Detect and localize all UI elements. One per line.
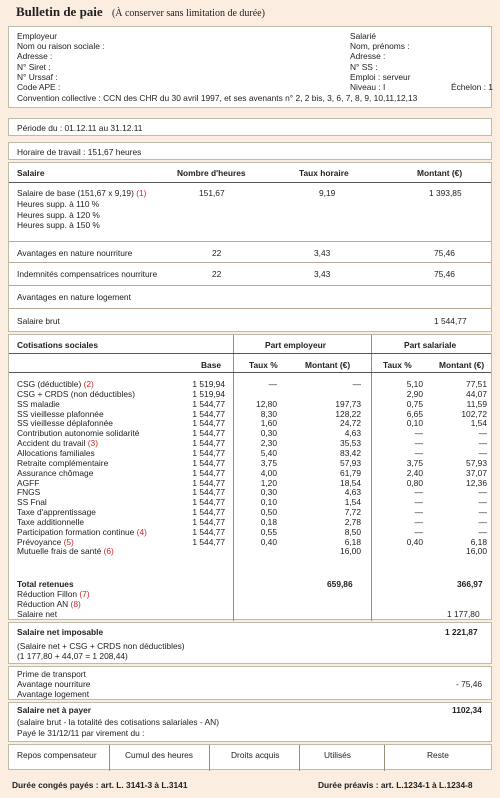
taxable-formula: (Salaire net + CSG + CRDS non déductibles) [17, 641, 185, 651]
cotisation-er-amt: 6,18 [344, 536, 361, 547]
cotisation-er-rate: 3,75 [260, 457, 277, 468]
net-salary-amount: 1 177,80 [447, 609, 480, 619]
reduction-fillon: Réduction Fillon (7) [17, 589, 90, 599]
cotisation-label: Contribution autonomie solidarité [17, 428, 140, 439]
cotisation-base: 1 544,77 [192, 398, 225, 409]
footnote-ref: (1) [136, 188, 147, 198]
transport-label: Prime de transport [17, 669, 86, 679]
salary-header-rate: Taux horaire [299, 168, 349, 178]
cotisation-er-rate: 0,40 [260, 536, 277, 547]
cotisation-label: CSG (déductible) (2) [17, 379, 94, 389]
overtime-list [17, 199, 100, 231]
siret-label: N° Siret : [17, 61, 51, 72]
cotisation-ee-rate: — [414, 507, 423, 518]
rest-table [8, 744, 492, 770]
rest-col-remaining: Reste [427, 750, 449, 760]
cot-header-employer: Part employeur [265, 340, 326, 350]
cotisation-ee-rate: 0,10 [406, 418, 423, 429]
period-label: Période du : 01.12.11 au 31.12.11 [17, 123, 143, 133]
food-benefit-qty: 22 [212, 248, 222, 258]
cotisation-ee-amt: 77,51 [466, 379, 487, 389]
employer-block [17, 31, 105, 92]
cotisation-er-amt: 83,42 [340, 447, 361, 458]
food-advantage-label: Avantage nourriture [17, 679, 91, 689]
cotisation-er-amt: 7,72 [344, 507, 361, 518]
base-salary-rate: 9,19 [319, 188, 336, 198]
overtime-150: Heures supp. à 150 % [17, 220, 100, 230]
cotisation-er-amt: 4,63 [344, 428, 361, 439]
rest-col-acquired: Droits acquis [231, 750, 280, 760]
cotisation-base: 1 544,77 [192, 536, 225, 547]
cotisation-er-amt: 24,72 [340, 418, 361, 429]
employee-address-label: Adresse : [350, 51, 386, 62]
cotisation-base: 1 544,77 [192, 457, 225, 468]
cotisation-base: 1 544,77 [192, 526, 225, 537]
level-label: Niveau : I [350, 82, 386, 93]
cotisation-label: SS Fnal [17, 497, 47, 508]
base-salary-amount: 1 393,85 [429, 188, 462, 198]
reduction-an: Réduction AN (8) [17, 599, 81, 609]
rest-col-cumulative: Cumul des heures [125, 750, 193, 760]
employee-name-label: Nom, prénoms : [350, 41, 410, 52]
total-employer: 659,86 [327, 579, 353, 589]
housing-benefit-label: Avantages en nature logement [17, 292, 131, 302]
cotisation-ee-amt: — [478, 447, 487, 458]
cotisation-ee-rate: — [414, 526, 423, 537]
cotisation-label: CSG + CRDS (non déductibles) [17, 388, 135, 399]
rest-col-compensatory: Repos compensateur [17, 750, 97, 760]
net-pay-box [8, 702, 492, 742]
cotisation-er-rate: 4,00 [260, 467, 277, 478]
cotisation-ee-amt: — [478, 516, 487, 527]
ape-label: Code APE : [17, 82, 61, 93]
cot-header-base: Base [201, 360, 222, 370]
cotisation-ee-rate: 6,65 [406, 408, 423, 419]
cotisation-label: AGFF [17, 477, 40, 488]
footnote-ref: (4) [136, 526, 147, 537]
salary-header-amount: Montant (€) [417, 168, 463, 178]
cotisation-label: SS vieillesse déplafonnée [17, 418, 113, 429]
cotisation-ee-amt: 44,07 [466, 388, 487, 399]
cotisation-er-amt: 61,79 [340, 467, 361, 478]
cotisation-ee-amt: 102,72 [461, 408, 487, 419]
cotisation-ee-amt: — [478, 438, 487, 449]
gross-salary-label: Salaire brut [17, 316, 60, 326]
cotisation-er-amt: — [352, 379, 361, 389]
cot-header-er-rate: Taux % [249, 360, 278, 370]
cot-header-employee: Part salariale [404, 340, 457, 350]
cotisation-er-amt: 128,22 [335, 408, 361, 419]
cotisation-ee-rate: 0,75 [406, 398, 423, 409]
cotisation-base: 1 544,77 [192, 438, 225, 449]
footnote-ref: (3) [87, 438, 99, 449]
cotisation-er-amt: 16,00 [340, 546, 361, 557]
food-benefit-rate: 3,43 [314, 248, 331, 258]
cotisation-ee-amt: — [478, 526, 487, 537]
title-subtitle: (À conserver sans limitation de durée) [111, 8, 265, 19]
cotisation-label: Participation formation continue (4) [17, 526, 147, 537]
cotisation-er-rate: 0,10 [260, 497, 277, 508]
employee-block [350, 31, 411, 92]
cotisation-ee-amt: — [478, 487, 487, 498]
housing-advantage-label: Avantage logement [17, 689, 90, 699]
footnote-ref: (2) [83, 379, 94, 389]
paid-on-label: Payé le 31/12/11 par virement du : [17, 728, 145, 738]
cotisation-ee-amt: 11,59 [466, 398, 487, 409]
cotisation-er-rate: 0,30 [260, 428, 277, 439]
cotisation-ee-amt: 37,07 [466, 467, 487, 478]
cotisation-er-rate: 2,30 [260, 438, 277, 449]
cotisation-er-rate: 12,80 [256, 398, 277, 409]
ss-number-label: N° SS : [350, 61, 378, 72]
food-indemnity-label: Indemnités compensatrices nourriture [17, 269, 158, 279]
cotisation-er-amt: 1,54 [344, 497, 361, 508]
food-benefit-amount: 75,46 [434, 248, 455, 258]
cotisation-er-amt: 8,50 [344, 526, 361, 537]
cotisation-label: Taxe d'apprentissage [17, 507, 96, 518]
overtime-110: Heures supp. à 110 % [17, 199, 100, 209]
cotisation-base: 1 519,94 [192, 388, 225, 399]
cotisation-ee-rate: — [414, 428, 423, 439]
cot-header-er-amount: Montant (€) [305, 360, 351, 370]
overtime-120: Heures supp. à 120 % [17, 209, 100, 220]
job-label: Emploi : serveur [350, 71, 411, 82]
cotisation-ee-rate: 3,75 [406, 457, 423, 468]
cotisation-base: 1 544,77 [192, 408, 225, 419]
cotisation-er-rate: 8,30 [260, 408, 277, 419]
salary-header-label: Salaire [17, 168, 45, 178]
cot-header-label: Cotisations sociales [17, 340, 98, 350]
cotisation-label: SS maladie [17, 398, 60, 409]
echelon-label: Échelon : 1 [451, 82, 493, 92]
cotisation-ee-amt: 6,18 [470, 536, 487, 547]
employer-address-label: Adresse : [17, 51, 53, 62]
cotisation-ee-amt: — [478, 507, 487, 518]
employer-label: Employeur [17, 31, 58, 41]
cotisation-ee-amt: — [478, 428, 487, 439]
cotisation-ee-rate: — [414, 447, 423, 458]
cotisation-ee-rate: 2,40 [406, 467, 423, 478]
cotisation-label: Retraite complémentaire [17, 457, 109, 468]
period-box [8, 118, 492, 136]
cotisation-ee-rate: 2,90 [406, 388, 423, 399]
rest-col-used: Utilisés [324, 750, 351, 760]
cotisation-base: 1 544,77 [192, 477, 225, 488]
salary-box [8, 162, 492, 332]
taxable-label: Salaire net imposable [17, 627, 104, 637]
cotisation-base: 1 544,77 [192, 507, 225, 518]
cotisation-base: 1 544,77 [192, 428, 225, 439]
cotisation-er-rate: 5,40 [260, 447, 277, 458]
convention-label: Convention collective : CCN des CHR du 30 avril 1997, et ses avenants n° 2, 2 bis, 3, 6, 7, 8, 9, 10,11,12,13 [17, 93, 418, 103]
cotisation-er-rate: 1,60 [260, 418, 277, 429]
cotisation-er-amt: 18,54 [340, 477, 361, 488]
cotisation-ee-amt: — [478, 497, 487, 508]
footnote-ref: (5) [63, 536, 74, 547]
base-salary-label: Salaire de base (151,67 x 9,19) (1) [17, 188, 147, 198]
food-indemnity-amount: 75,46 [434, 269, 455, 279]
employee-label: Salarié [350, 31, 377, 41]
footer-leave: Durée congés payés : art. L. 3141-3 à L.3141 [12, 780, 188, 790]
cotisation-er-amt: 2,78 [344, 516, 361, 527]
cot-header-ee-amount: Montant (€) [439, 360, 485, 370]
cotisation-ee-rate: 0,80 [406, 477, 423, 488]
cotisation-er-rate: 0,30 [260, 487, 277, 498]
cotisation-er-amt: 4,63 [344, 487, 361, 498]
identity-box [8, 26, 492, 108]
gross-salary-amount: 1 544,77 [434, 316, 467, 326]
footnote-ref: (6) [103, 546, 114, 557]
food-benefit-label: Avantages en nature nourriture [17, 248, 133, 258]
urssaf-label: N° Urssaf : [17, 71, 58, 82]
taxable-calc: (1 177,80 + 44,07 = 1 208,44) [17, 651, 128, 661]
cotisation-er-rate: 0,55 [260, 526, 277, 537]
cotisation-label: Taxe additionnelle [17, 516, 85, 527]
cotisation-ee-rate: — [414, 497, 423, 508]
cotisation-er-rate: 0,18 [260, 516, 277, 527]
base-salary-hours: 151,67 [199, 188, 225, 198]
other-box [8, 666, 492, 700]
taxable-box [8, 622, 492, 664]
cotisation-er-amt: 35,53 [340, 438, 361, 449]
cotisation-er-amt: 57,93 [340, 457, 361, 468]
document-title [16, 4, 265, 20]
food-indemnity-rate: 3,43 [314, 269, 331, 279]
cotisation-base: 1 544,77 [192, 487, 225, 498]
net-pay-label: Salaire net à payer [17, 705, 92, 715]
cotisation-er-rate: 1,20 [260, 477, 277, 488]
cotisation-ee-rate: — [414, 487, 423, 498]
cotisation-base: 1 544,77 [192, 447, 225, 458]
taxable-amount: 1 221,87 [445, 627, 478, 637]
cotisation-label: Prévoyance (5) [17, 536, 74, 547]
food-advantage-amount: - 75,46 [456, 679, 483, 689]
cotisation-base: 1 519,94 [192, 379, 225, 389]
hours-box [8, 142, 492, 160]
cotisation-base: 1 544,77 [192, 418, 225, 429]
cotisation-er-rate: — [268, 379, 277, 389]
cotisation-label: Allocations familiales [17, 447, 95, 458]
footer-notice: Durée préavis : art. L.1234-1 à L.1234-8 [318, 780, 473, 790]
title-main: Bulletin de paie [16, 4, 103, 19]
net-pay-amount: 1102,34 [452, 705, 482, 715]
cotisation-base: 1 544,77 [192, 467, 225, 478]
total-employee: 366,97 [457, 579, 483, 589]
cotisation-ee-amt: 12,36 [466, 477, 487, 488]
cotisation-ee-amt: 16,00 [466, 546, 487, 557]
cotisation-ee-rate: 0,40 [406, 536, 423, 547]
food-indemnity-qty: 22 [212, 269, 222, 279]
cotisation-label: Mutuelle frais de santé (6) [17, 546, 114, 557]
cotisation-label: Assurance chômage [17, 467, 94, 478]
salary-header-hours: Nombre d'heures [177, 168, 246, 178]
cotisation-ee-amt: 1,54 [470, 418, 487, 429]
cotisations-box [8, 334, 492, 620]
cotisation-er-rate: 0,50 [260, 507, 277, 518]
net-pay-note: (salaire brut - la totalité des cotisations salariales - AN) [17, 717, 220, 727]
cotisation-base: 1 544,77 [192, 516, 225, 527]
cotisation-ee-rate: — [414, 516, 423, 527]
total-deductions-label: Total retenues [17, 579, 74, 589]
cotisation-label: SS vieillesse plafonnée [17, 408, 104, 419]
hours-label: Horaire de travail : 151,67 heures [17, 147, 142, 157]
employer-name-label: Nom ou raison sociale : [17, 41, 105, 52]
cotisation-ee-rate: — [414, 438, 423, 449]
cotisation-ee-rate: 5,10 [406, 379, 423, 389]
net-salary-label: Salaire net [17, 609, 58, 619]
cotisation-er-amt: 197,73 [335, 398, 361, 409]
cotisation-label: FNGS [17, 487, 41, 498]
cotisation-base: 1 544,77 [192, 497, 225, 508]
cotisation-label: Accident du travail (3) [17, 438, 99, 449]
cotisation-ee-amt: 57,93 [466, 457, 487, 468]
cot-header-ee-rate: Taux % [383, 360, 412, 370]
